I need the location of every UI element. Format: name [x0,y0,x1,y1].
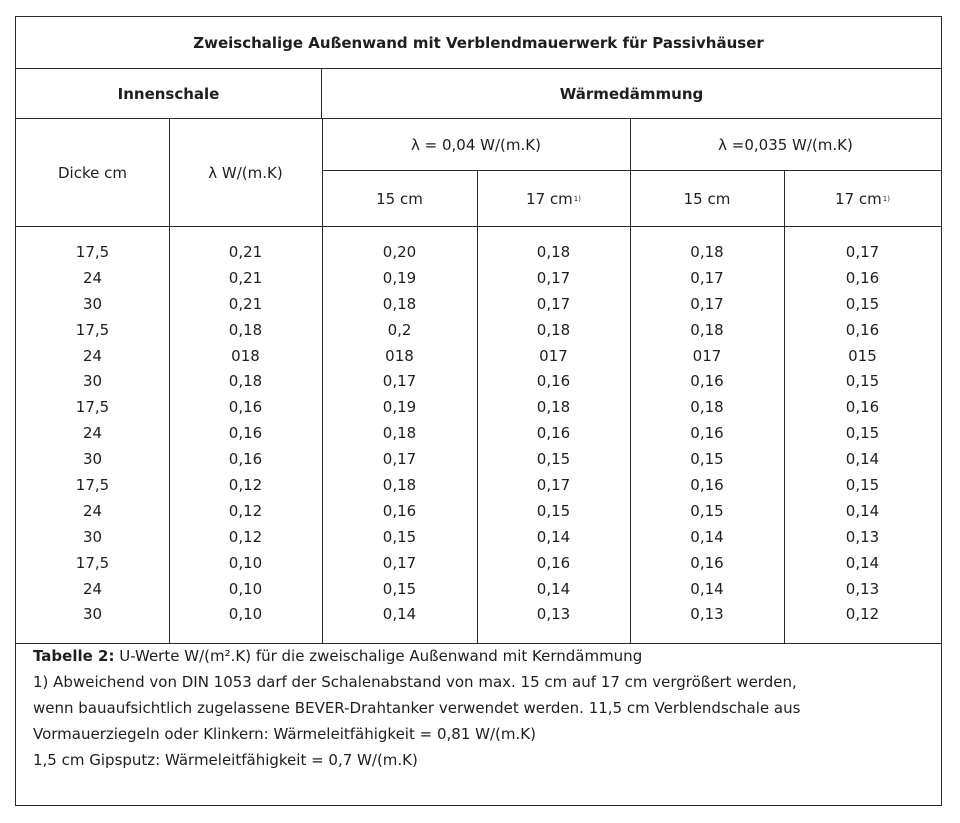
table-cell: 0,15 [845,424,880,443]
table-body [16,239,941,627]
table-cell: 0,15 [382,527,417,546]
note-line-4: 1,5 cm Gipsputz: Wärmeleitfähigkeit = 0,7 W/(m.K) [33,751,418,769]
table-cell: 0,10 [228,605,263,624]
table-cell: 0,15 [382,579,417,598]
table-cell: 0,16 [690,372,724,391]
table-cell: 0,16 [690,553,724,572]
table-cell: 0,18 [382,424,417,443]
table-cell: 0,16 [845,398,880,417]
table-cell: 015 [848,346,877,365]
header-group-004: λ = 0,04 W/(m.K) [411,135,541,154]
table-cell: 0,18 [382,475,417,494]
table-cell: 0,18 [228,372,263,391]
header-sub-15cm-b: 15 cm [683,189,731,208]
table-cell: 0,16 [228,424,263,443]
table-row [16,524,941,550]
header-waermedaemmung: Wärmedämmung [559,85,704,103]
table-cell: 0,18 [690,242,724,261]
table-cell: 0,18 [536,320,571,339]
note-line-1: 1) Abweichend von DIN 1053 darf der Schalenabstand von max. 15 cm auf 17 cm vergrößert werden, [33,673,797,691]
table-cell: 0,15 [536,450,571,469]
table-cell: 0,14 [690,527,724,546]
header-lambda: λ W/(m.K) [208,163,283,182]
table-cell: 0,18 [536,398,571,417]
table-cell: 30 [82,294,103,313]
table-cell: 0,18 [382,294,417,313]
footnote-marker: 1) [573,194,581,203]
table-cell: 0,17 [690,294,724,313]
table-title: Zweischalige Außenwand mit Verblendmauerwerk für Passivhäuser [16,17,941,69]
table-cell: 30 [82,372,103,391]
table-row [16,576,941,602]
table-cell: 30 [82,450,103,469]
table-cell: 24 [82,424,103,443]
table-cell: 0,17 [536,294,571,313]
table-row [16,368,941,394]
table-cell: 0,17 [536,475,571,494]
table-cell: 018 [231,346,260,365]
table-cell: 0,16 [536,553,571,572]
table-cell: 0,14 [536,527,571,546]
table-cell: 0,12 [228,527,263,546]
table-cell: 0,20 [382,242,417,261]
table-cell: 0,21 [228,242,263,261]
header-dicke: Dicke cm [58,163,127,182]
table-cell: 0,13 [690,605,724,624]
table-row [16,420,941,446]
table-cell: 24 [82,346,103,365]
note-line-2: wenn bauaufsichtlich zugelassene BEVER-Drahtanker verwendet werden. 11,5 cm Verblendschale aus [33,699,801,717]
table-cell: 0,16 [690,475,724,494]
table-cell: 0,16 [228,450,263,469]
table-cell: 0,16 [690,424,724,443]
note-line-3: Vormauerziegeln oder Klinkern: Wärmeleitfähigkeit = 0,81 W/(m.K) [33,725,536,743]
table-cell: 0,13 [845,527,880,546]
rule-header-bottom [16,226,941,227]
table-cell: 0,10 [228,579,263,598]
table-cell: 0,16 [536,372,571,391]
footnote-marker: 1) [882,194,890,203]
table-cell: 0,13 [536,605,571,624]
table-cell: 0,16 [845,320,880,339]
table-cell: 0,17 [382,553,417,572]
table-cell: 0,14 [845,450,880,469]
table-cell: 17,5 [75,242,110,261]
table-cell: 0,12 [845,605,880,624]
table-cell: 0,18 [690,320,724,339]
table-row [16,291,941,317]
table-cell: 0,15 [845,372,880,391]
table-cell: 0,10 [228,553,263,572]
table-cell: 30 [82,605,103,624]
table-cell: 0,21 [228,268,263,287]
table-cell: 0,17 [382,372,417,391]
table-cell: 0,19 [382,268,417,287]
table-cell: 0,18 [536,242,571,261]
table-cell: 0,16 [536,424,571,443]
table-cell: 0,2 [387,320,412,339]
table-cell: 0,14 [382,605,417,624]
table-cell: 17,5 [75,320,110,339]
table-cell: 017 [692,346,722,365]
table-cell: 0,12 [228,501,263,520]
table-row [16,317,941,343]
table-cell: 0,15 [690,501,724,520]
table-cell: 0,15 [690,450,724,469]
table-cell: 0,16 [228,398,263,417]
header-sub-15cm-a: 15 cm [376,189,423,208]
table-cell: 0,18 [228,320,263,339]
header-sub-17cm-b-label: 17 cm [835,189,882,208]
table-cell: 0,17 [382,450,417,469]
table-cell: 17,5 [75,398,110,417]
table-cell: 30 [82,527,103,546]
table-row [16,239,941,265]
table-cell: 0,17 [536,268,571,287]
table-cell: 0,14 [536,579,571,598]
table-cell: 24 [82,268,103,287]
table-cell: 0,15 [845,475,880,494]
header-group-0035: λ =0,035 W/(m.K) [718,135,853,154]
table-cell: 0,17 [690,268,724,287]
table-cell: 24 [82,501,103,520]
table-cell: 17,5 [75,553,110,572]
table-cell: 0,15 [536,501,571,520]
header-sub-17cm-a-label: 17 cm [526,189,573,208]
table-cell: 0,19 [382,398,417,417]
table-cell: 17,5 [75,475,110,494]
caption-label: Tabelle 2: [33,647,115,665]
table-cell: 0,14 [845,501,880,520]
table-row [16,601,941,627]
table-cell: 0,12 [228,475,263,494]
table-notes [33,643,913,773]
header-innenschale: Innenschale [16,69,322,119]
caption-text: U-Werte W/(m².K) für die zweischalige Außenwand mit Kerndämmung [114,647,643,665]
table-caption [33,643,913,669]
header-sub-17cm-b [784,171,941,226]
table-cell: 017 [539,346,568,365]
table-cell: 0,14 [845,553,880,572]
table-row [16,472,941,498]
table-cell: 0,18 [690,398,724,417]
table-cell: 0,17 [845,242,880,261]
table-row [16,343,941,369]
table-cell: 0,16 [382,501,417,520]
table-cell: 018 [385,346,414,365]
table-row [16,394,941,420]
header-sub-17cm-a [477,171,630,226]
table-cell: 0,21 [228,294,263,313]
table-cell: 24 [82,579,103,598]
table-row [16,550,941,576]
table-cell: 0,16 [845,268,880,287]
table-cell: 0,13 [845,579,880,598]
table-row [16,265,941,291]
table-cell: 0,14 [690,579,724,598]
table-row [16,446,941,472]
table-cell: 0,15 [845,294,880,313]
table-row [16,498,941,524]
